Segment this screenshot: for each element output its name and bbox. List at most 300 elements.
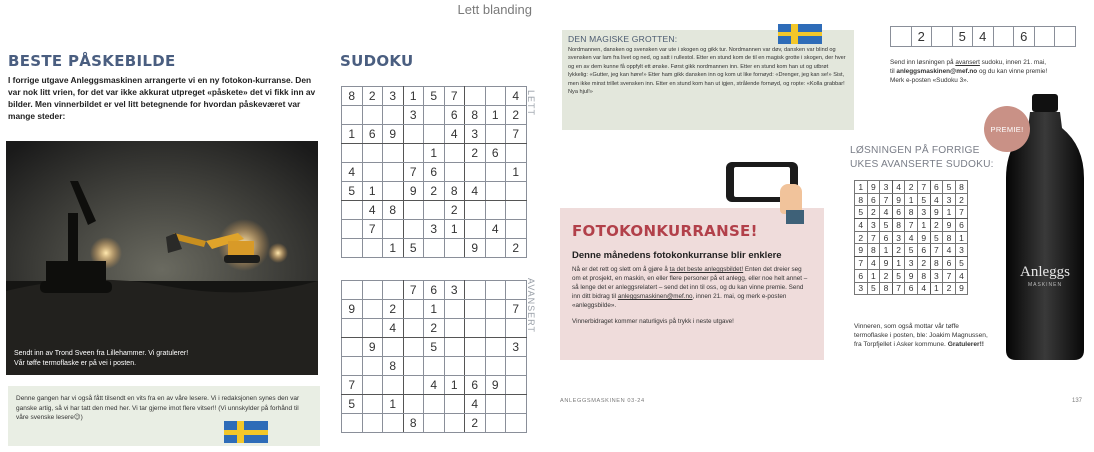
sudoku-cell: 7: [403, 163, 424, 182]
sudoku-hard-row: [342, 395, 527, 414]
sudoku-cell: [485, 281, 506, 300]
sudoku-cell: 8: [403, 414, 424, 433]
sudoku-cell: 9: [383, 125, 404, 144]
sudoku-cell: [506, 201, 527, 220]
sudoku-cell: 2: [444, 201, 465, 220]
bottle-brand: Anleggs: [1020, 264, 1070, 280]
sudoku-cell: 7: [855, 257, 868, 270]
sudoku-cell: 6: [905, 282, 918, 295]
footer-magazine: ANLEGGSMASKINEN 03-24: [560, 398, 645, 404]
sudoku-cell: 6: [855, 269, 868, 282]
sudoku-cell: 2: [506, 106, 527, 125]
sudoku-cell: [424, 414, 445, 433]
photo-caption-line1: Sendt inn av Trond Sveen fra Lillehammer. Vi gratulerer!: [14, 350, 189, 357]
sudoku-hard-grid: [341, 280, 527, 433]
sudoku-cell: [383, 414, 404, 433]
easter-photo-title: BESTE PÅSKEBILDE: [8, 52, 176, 70]
sudoku-cell: 1: [424, 300, 445, 319]
sudoku-cell: [424, 106, 445, 125]
sudoku-hard-row: [342, 357, 527, 376]
sudoku-cell: 4: [905, 231, 918, 244]
sudoku-cell: 2: [905, 181, 918, 194]
sudoku-hard-row: [342, 300, 527, 319]
sudoku-cell: 1: [485, 106, 506, 125]
prize-badge: PREMIE!: [984, 106, 1030, 152]
bottle-sub: MASKINEN: [1027, 282, 1063, 288]
sudoku-winner-text: Vinneren, som også mottar vår tøffe termoflaske i posten, ble: Joakim Magnussen, fra Torpfjellet i Asker kommune. Gratulerer!!: [854, 323, 988, 349]
sudoku-cell: [403, 125, 424, 144]
sudoku-easy-row: [342, 201, 527, 220]
sudoku-cell: 1: [444, 376, 465, 395]
sudoku-cell: [465, 357, 486, 376]
sudoku-hard-row: [342, 376, 527, 395]
sudoku-cell: 7: [444, 87, 465, 106]
sudoku-cell: 1: [917, 219, 930, 232]
sudoku-cell: 3: [943, 193, 956, 206]
sudoku-cell: 8: [867, 244, 880, 257]
joke-text: Denne gangen har vi også fått tilsendt en vits fra en av våre lesere. Vi i redaksjonen synes den var ganske artig, så vi har tatt den med her. Vi tar gjerne imot flere vitser!! (Vi unnskylder på forhånd til våre svenske lesere😉): [16, 395, 300, 421]
sudoku-cell: 1: [892, 257, 905, 270]
photo-contest-subtitle: Denne månedens fotokonkurranse blir enklere: [572, 250, 782, 261]
sudoku-cell: [485, 87, 506, 106]
sudoku-cell: 2: [867, 206, 880, 219]
sudoku-cell: [362, 106, 383, 125]
sudoku-cell: 7: [867, 231, 880, 244]
sudoku-cell: 8: [892, 219, 905, 232]
sudoku-cell: 9: [342, 300, 363, 319]
sudoku-cell: 2: [424, 319, 445, 338]
sudoku-cell: [362, 144, 383, 163]
sudoku-cell: [444, 414, 465, 433]
easy-label: LETT: [526, 90, 536, 117]
sudoku-cell: 6: [444, 106, 465, 125]
sudoku-cell: 8: [465, 106, 486, 125]
sudoku-cell: [403, 319, 424, 338]
sudoku-cell: 4: [892, 181, 905, 194]
sudoku-cell: 2: [930, 219, 943, 232]
sudoku-title: SUDOKU: [340, 52, 414, 70]
sudoku-cell: [403, 395, 424, 414]
send-in-email[interactable]: anleggsmaskinen@mef.no: [896, 68, 978, 75]
sudoku-cell: 6: [465, 376, 486, 395]
sudoku-cell: [506, 281, 527, 300]
sudoku-cell: [383, 144, 404, 163]
sudoku-cell: 2: [506, 239, 527, 258]
sudoku-cell: 8: [383, 357, 404, 376]
sudoku-cell: 9: [485, 376, 506, 395]
sudoku-cell: 4: [955, 269, 968, 282]
photo-contest-title: FOTOKONKURRANSE!: [572, 222, 758, 240]
solution-row: [855, 244, 968, 257]
sudoku-cell: 4: [867, 257, 880, 270]
sudoku-cell: 4: [855, 219, 868, 232]
sudoku-cell: 3: [424, 220, 445, 239]
sudoku-cell: [403, 220, 424, 239]
sudoku-partial-row-cells: [891, 27, 1076, 47]
sudoku-cell: [403, 300, 424, 319]
sudoku-cell: 4: [362, 201, 383, 220]
sudoku-cell: [342, 106, 363, 125]
sudoku-cell: [383, 106, 404, 125]
sudoku-cell: 9: [917, 231, 930, 244]
sudoku-cell: [403, 144, 424, 163]
sudoku-cell: 4: [506, 87, 527, 106]
sudoku-cell: 5: [892, 269, 905, 282]
sudoku-cell: [383, 220, 404, 239]
sudoku-cell: 7: [506, 300, 527, 319]
hard-label: AVANSERT: [526, 278, 536, 334]
sudoku-cell: 9: [855, 244, 868, 257]
sudoku-cell: [506, 182, 527, 201]
sudoku-cell: [342, 281, 363, 300]
sudoku-cell: 5: [342, 395, 363, 414]
sudoku-cell: 6: [424, 281, 445, 300]
sudoku-cell: [485, 239, 506, 258]
sudoku-cell: 2: [855, 231, 868, 244]
swedish-flag-icon: [224, 421, 268, 443]
sudoku-cell: [485, 182, 506, 201]
sudoku-cell: [506, 414, 527, 433]
sudoku-cell: [362, 395, 383, 414]
sudoku-cell: 9: [943, 219, 956, 232]
sudoku-cell: [485, 357, 506, 376]
sudoku-cell: 4: [383, 319, 404, 338]
photo-contest-box: [560, 208, 824, 360]
sudoku-cell: 8: [880, 282, 893, 295]
sudoku-cell: 4: [444, 125, 465, 144]
sudoku-cell: 4: [880, 206, 893, 219]
sudoku-cell: 1: [403, 87, 424, 106]
sudoku-cell: 9: [465, 239, 486, 258]
sudoku-cell: 1: [342, 125, 363, 144]
sudoku-cell: 3: [506, 338, 527, 357]
sudoku-cell: 5: [867, 282, 880, 295]
sudoku-cell: 5: [424, 338, 445, 357]
sudoku-cell: [485, 395, 506, 414]
sudoku-cell: 9: [867, 181, 880, 194]
sudoku-cell: 4: [424, 376, 445, 395]
sudoku-cell: 5: [917, 193, 930, 206]
sudoku-cell: [993, 27, 1014, 47]
solution-row: [855, 219, 968, 232]
sudoku-cell: [403, 357, 424, 376]
sudoku-cell: [485, 201, 506, 220]
sudoku-cell: 5: [943, 181, 956, 194]
sudoku-cell: 7: [506, 125, 527, 144]
sudoku-cell: 8: [930, 257, 943, 270]
sudoku-cell: [485, 163, 506, 182]
sudoku-cell: 1: [943, 206, 956, 219]
solution-row: [855, 206, 968, 219]
contest-email-link[interactable]: anleggsmaskinen@mef.no: [617, 293, 693, 300]
sudoku-cell: [465, 87, 486, 106]
sudoku-cell: [424, 357, 445, 376]
magic-cave-box: [562, 30, 854, 130]
sudoku-cell: 3: [905, 257, 918, 270]
sudoku-cell: [465, 300, 486, 319]
sudoku-cell: [403, 376, 424, 395]
sudoku-easy-row: [342, 182, 527, 201]
sudoku-cell: 1: [383, 239, 404, 258]
sudoku-hard-row: [342, 338, 527, 357]
sudoku-cell: [342, 357, 363, 376]
sudoku-cell: [403, 338, 424, 357]
sudoku-cell: [1034, 27, 1055, 47]
sudoku-cell: 3: [955, 244, 968, 257]
sudoku-cell: 1: [444, 220, 465, 239]
sudoku-cell: [465, 201, 486, 220]
sudoku-cell: 7: [403, 281, 424, 300]
sudoku-cell: 3: [880, 181, 893, 194]
sudoku-cell: 1: [383, 395, 404, 414]
sudoku-cell: 1: [424, 144, 445, 163]
sudoku-cell: [424, 125, 445, 144]
sudoku-cell: 2: [943, 282, 956, 295]
sudoku-cell: [465, 163, 486, 182]
sudoku-cell: [424, 395, 445, 414]
sudoku-cell: [465, 220, 486, 239]
sudoku-cell: [444, 144, 465, 163]
sudoku-cell: 3: [403, 106, 424, 125]
sudoku-cell: 6: [917, 244, 930, 257]
solution-row: [855, 269, 968, 282]
sudoku-cell: 4: [943, 244, 956, 257]
sudoku-cell: 9: [362, 338, 383, 357]
sudoku-cell: 1: [930, 282, 943, 295]
sudoku-cell: 4: [465, 182, 486, 201]
sudoku-cell: [485, 125, 506, 144]
solution-grid: [854, 180, 968, 295]
sudoku-cell: [403, 201, 424, 220]
sudoku-cell: [362, 319, 383, 338]
photo-caption-line2: Vår tøffe termoflaske er på vei i posten.: [14, 360, 137, 367]
left-page: [0, 0, 540, 452]
sudoku-cell: 6: [955, 219, 968, 232]
sudoku-easy-row: [342, 239, 527, 258]
sudoku-cell: 6: [1014, 27, 1035, 47]
sudoku-cell: 1: [880, 244, 893, 257]
sudoku-cell: [485, 414, 506, 433]
sudoku-cell: 9: [880, 257, 893, 270]
sudoku-cell: [424, 201, 445, 220]
sudoku-hard-row: [342, 319, 527, 338]
sudoku-cell: [342, 239, 363, 258]
sudoku-cell: 6: [867, 193, 880, 206]
sudoku-cell: 1: [905, 193, 918, 206]
solution-row: [855, 282, 968, 295]
solution-row: [855, 231, 968, 244]
sudoku-cell: [342, 338, 363, 357]
sudoku-cell: 7: [905, 219, 918, 232]
sudoku-cell: [506, 144, 527, 163]
sudoku-hard-row: [342, 281, 527, 300]
sudoku-cell: [932, 27, 953, 47]
sudoku-cell: 8: [917, 269, 930, 282]
sudoku-cell: [485, 319, 506, 338]
sudoku-cell: 7: [892, 282, 905, 295]
sudoku-cell: 4: [930, 193, 943, 206]
sudoku-cell: [342, 319, 363, 338]
magic-cave-title: DEN MAGISKE GROTTEN:: [568, 34, 678, 44]
sudoku-cell: [444, 319, 465, 338]
sudoku-cell: 1: [362, 182, 383, 201]
sudoku-cell: [383, 182, 404, 201]
sudoku-cell: [362, 300, 383, 319]
sudoku-cell: 5: [403, 239, 424, 258]
sudoku-cell: 2: [424, 182, 445, 201]
photo-contest-text: Nå er det rett og slett om å gjøre å ta det beste anleggsbildet! Enten det dreier seg om et prosjekt, en maskin, en eller flere personer på et anlegg, eller noe helt annet – så lenge det er anleggsrelatert – send det inn til oss, og du kan vinne premie. Send inn ditt bidrag til anleggsmaskinen@mef.no, innen 21. mai, og merk e-posten «anleggsbilde».: [572, 266, 808, 309]
solution-row: [855, 257, 968, 270]
sudoku-cell: [506, 319, 527, 338]
sudoku-cell: 9: [892, 193, 905, 206]
sudoku-cell: 1: [955, 231, 968, 244]
phone-icon: [724, 158, 802, 218]
sudoku-cell: [342, 201, 363, 220]
sudoku-cell: [362, 163, 383, 182]
sudoku-cell: 5: [342, 182, 363, 201]
sudoku-cell: 2: [880, 269, 893, 282]
sudoku-cell: 8: [955, 181, 968, 194]
sudoku-cell: [362, 376, 383, 395]
sudoku-cell: [485, 300, 506, 319]
sudoku-cell: 1: [855, 181, 868, 194]
sudoku-cell: [506, 357, 527, 376]
sudoku-hard-row: [342, 414, 527, 433]
winning-photo: [6, 141, 318, 375]
sudoku-cell: 9: [403, 182, 424, 201]
contest-link[interactable]: ta det beste anleggsbildet!: [669, 266, 744, 273]
sudoku-cell: 3: [465, 125, 486, 144]
sudoku-easy-row: [342, 106, 527, 125]
sudoku-cell: 3: [917, 206, 930, 219]
sudoku-cell: 8: [444, 182, 465, 201]
sudoku-cell: 5: [930, 231, 943, 244]
photo-contest-winner-note: Vinnerbidraget kommer naturligvis på trykk i neste utgave!: [572, 318, 734, 325]
sudoku-cell: [383, 376, 404, 395]
sudoku-cell: 3: [444, 281, 465, 300]
sudoku-cell: 7: [880, 193, 893, 206]
sudoku-cell: [362, 414, 383, 433]
sudoku-cell: 7: [362, 220, 383, 239]
sudoku-cell: [342, 220, 363, 239]
sudoku-cell: [383, 281, 404, 300]
sudoku-cell: 7: [917, 181, 930, 194]
sudoku-cell: 6: [485, 144, 506, 163]
sudoku-cell: 2: [955, 193, 968, 206]
sudoku-cell: [506, 220, 527, 239]
sudoku-cell: 4: [342, 163, 363, 182]
sudoku-cell: 1: [506, 163, 527, 182]
sudoku-cell: 5: [855, 206, 868, 219]
sudoku-easy-row: [342, 125, 527, 144]
sudoku-easy-row: [342, 87, 527, 106]
sudoku-cell: [444, 395, 465, 414]
sudoku-cell: [506, 376, 527, 395]
sudoku-cell: 5: [955, 257, 968, 270]
easter-photo-intro: I forrige utgave Anleggsmaskinen arrangerte vi en ny fotokon-kurranse. Den var nok litt vrien, for det var ikke akkurat utpreget «påskete» det vi fikk inn av bilder. Men vinnerbildet er vel litt betegnende for hvordan påskeværet var mange steder:: [8, 75, 316, 121]
sudoku-cell: 1: [867, 269, 880, 282]
sudoku-cell: [465, 338, 486, 357]
sudoku-cell: 4: [917, 282, 930, 295]
sudoku-cell: 3: [892, 231, 905, 244]
sudoku-cell: 8: [943, 231, 956, 244]
sudoku-easy-row: [342, 220, 527, 239]
solution-row: [855, 193, 968, 206]
sudoku-cell: 2: [892, 244, 905, 257]
sudoku-cell: 5: [880, 219, 893, 232]
sudoku-cell: [485, 338, 506, 357]
sudoku-cell: 4: [485, 220, 506, 239]
sudoku-cell: 3: [383, 87, 404, 106]
sudoku-cell: 6: [943, 257, 956, 270]
sudoku-cell: 2: [383, 300, 404, 319]
sudoku-cell: [424, 239, 445, 258]
sudoku-cell: 5: [905, 244, 918, 257]
sudoku-cell: [444, 239, 465, 258]
sudoku-cell: 8: [383, 201, 404, 220]
sudoku-cell: 6: [424, 163, 445, 182]
sudoku-cell: 6: [892, 206, 905, 219]
sudoku-cell: [362, 239, 383, 258]
sudoku-cell: 6: [930, 181, 943, 194]
magic-cave-text: Nordmannen, dansken og svensken var ute i skogen og gikk tur. Nordmannen var døv, dansken var blind og svensken var lam fra livet og ned, og satt i rullestol. Etter en stund kom de til en magisk grotte i skogen, der hver og en av dem kunne få oppfylt ett ønske. Først gikk nordmannen inn. Etter en stund kom han ut og utbrøt lykkelig: «Gutter, jeg kan høre!» Etter ham gikk dansken inn og kom ut like fornøyd: «Drenger, jeg kan se!» Sist, men ikke minst trillet svensken inn. Etter en stund kom han ut igjen, strålende fornøyd, og ropte: «Kolla grabbar! Nya hjul!»: [568, 47, 846, 96]
sudoku-send-in-text: Send inn løsningen på avansert sudoku, innen 21. mai, til anleggsmaskinen@mef.no og du kan vinne premie! Merk e-posten «Sudoku 3».: [890, 59, 1048, 84]
sudoku-easy-grid: [341, 86, 527, 258]
sudoku-cell: [362, 357, 383, 376]
section-label: Lett blanding: [457, 2, 532, 17]
sudoku-cell: 2: [911, 27, 932, 47]
sudoku-cell: 6: [362, 125, 383, 144]
sudoku-cell: 2: [362, 87, 383, 106]
sudoku-cell: 5: [952, 27, 973, 47]
sudoku-partial-row: [890, 26, 1076, 47]
joke-box: [8, 386, 320, 446]
sudoku-cell: [465, 281, 486, 300]
sudoku-cell: 7: [930, 244, 943, 257]
page-number: 137: [1071, 398, 1082, 404]
sudoku-easy-row: [342, 144, 527, 163]
sudoku-cell: [362, 281, 383, 300]
sudoku-cell: [506, 395, 527, 414]
sudoku-cell: 7: [955, 206, 968, 219]
solution-row: [855, 181, 968, 194]
sudoku-cell: [444, 357, 465, 376]
sudoku-cell: 3: [867, 219, 880, 232]
sudoku-cell: 8: [855, 193, 868, 206]
sudoku-cell: [444, 300, 465, 319]
sudoku-cell: [444, 163, 465, 182]
sudoku-cell: 2: [465, 144, 486, 163]
sudoku-cell: 3: [930, 269, 943, 282]
solution-title: LØSNINGEN PÅ FORRIGE UKES AVANSERTE SUDOKU:: [850, 145, 994, 170]
sudoku-cell: 3: [855, 282, 868, 295]
sudoku-cell: 4: [973, 27, 994, 47]
sudoku-cell: [1055, 27, 1076, 47]
sudoku-cell: [444, 338, 465, 357]
sudoku-cell: [891, 27, 912, 47]
sudoku-easy-row: [342, 163, 527, 182]
sudoku-cell: [465, 319, 486, 338]
sudoku-cell: 9: [955, 282, 968, 295]
sudoku-cell: 2: [917, 257, 930, 270]
sudoku-cell: 7: [943, 269, 956, 282]
sudoku-cell: 4: [465, 395, 486, 414]
sudoku-cell: 5: [424, 87, 445, 106]
right-page: [552, 0, 1094, 420]
sudoku-cell: [383, 338, 404, 357]
sudoku-cell: 2: [465, 414, 486, 433]
sudoku-cell: 8: [342, 87, 363, 106]
